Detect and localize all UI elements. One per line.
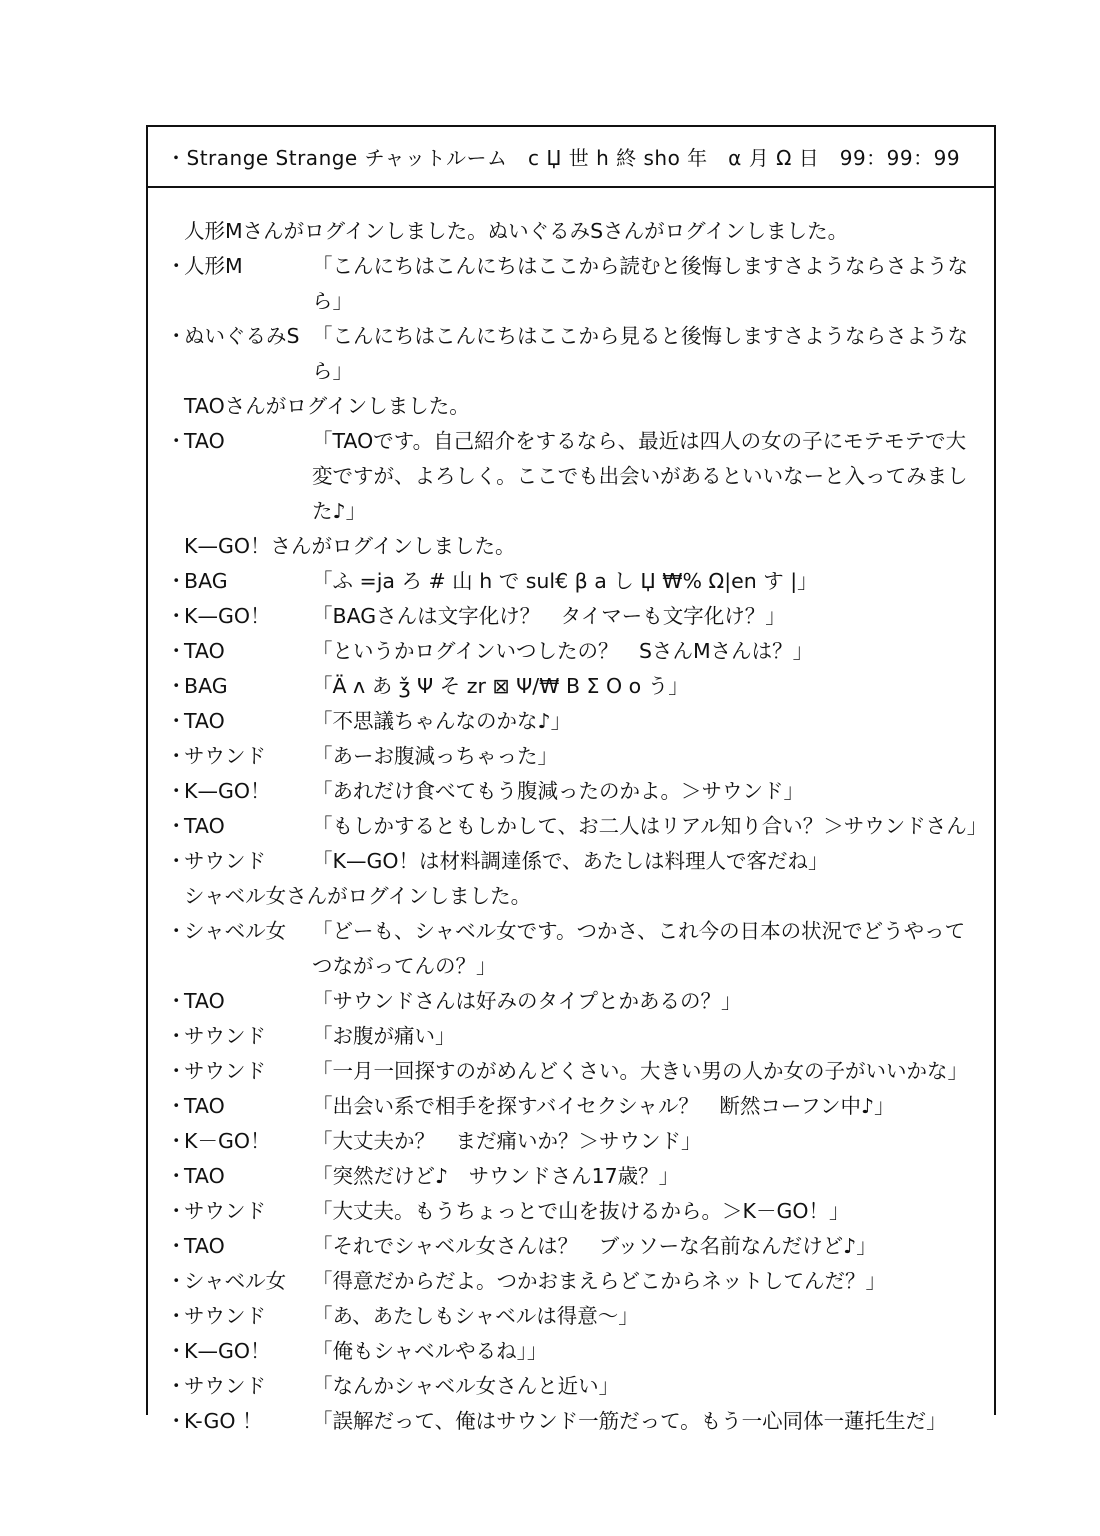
message-speaker: サウンド	[184, 744, 266, 768]
message-bullet: ・	[166, 1199, 187, 1223]
message-bullet: ・	[166, 604, 187, 628]
message-text: 「一月一回探すのがめんどくさい。大きい男の人か女の子がいいかな」	[312, 1059, 968, 1083]
message-text: 「TAOです。自己紹介をするなら、最近は四人の女の子にモテモテで大変ですが、よろしく。ここでも出会いがあるといいなーと入ってみました♪」	[312, 429, 968, 523]
message-speaker: サウンド	[184, 1374, 266, 1398]
system-message-text: シャベル女さんがログインしました。	[184, 884, 532, 908]
message-text: 「BAGさんは文字化け？ タイマーも文字化け？」	[312, 604, 786, 628]
chat-message	[166, 564, 982, 599]
message-bullet: ・	[166, 849, 187, 873]
message-speaker: サウンド	[184, 849, 266, 873]
message-bullet: ・	[166, 324, 187, 348]
header-bullet: ・	[166, 146, 187, 170]
message-text: 「突然だけど♪ サウンドさん17歳？」	[312, 1164, 680, 1188]
message-text: 「それでシャベル女さんは？ ブッソーな名前なんだけど♪」	[312, 1234, 877, 1258]
system-message	[166, 214, 982, 249]
message-text: 「あ、あたしもシャベルは得意～」	[312, 1304, 639, 1328]
message-text: 「というかログインいつしたの？ SさんMさんは？」	[312, 639, 814, 663]
message-text: 「俺もシャベルやるね」」	[312, 1339, 548, 1363]
chat-message	[166, 669, 982, 704]
message-speaker: TAO	[184, 1234, 225, 1258]
message-speaker: TAO	[184, 639, 225, 663]
system-message	[166, 529, 982, 564]
message-speaker: ぬいぐるみS	[184, 324, 300, 348]
message-speaker: 人形M	[184, 254, 243, 278]
message-speaker: サウンド	[184, 1304, 266, 1328]
chat-message	[166, 319, 982, 389]
message-bullet: ・	[166, 744, 187, 768]
message-text: 「出会い系で相手を探すバイセクシャル？ 断然コーフン中♪」	[312, 1094, 895, 1118]
message-bullet: ・	[166, 639, 187, 663]
chat-room-header	[148, 127, 994, 188]
system-message-text: TAOさんがログインしました。	[184, 394, 470, 418]
message-text: 「不思議ちゃんなのかな♪」	[312, 709, 572, 733]
message-text: 「なんかシャベル女さんと近い」	[312, 1374, 620, 1398]
system-message-text: 人形Mさんがログインしました。ぬいぐるみSさんがログインしました。	[184, 219, 849, 243]
chat-message	[166, 1369, 982, 1404]
message-text: 「こんにちはこんにちはここから読むと後悔しますさようならさようなら」	[312, 254, 968, 313]
message-speaker: K—GO！	[184, 604, 271, 628]
chat-message	[166, 1159, 982, 1194]
chat-message	[166, 1054, 982, 1089]
chat-message	[166, 249, 982, 319]
message-text: 「あれだけ食べてもう腹減ったのかよ。＞サウンド」	[312, 779, 804, 803]
system-message	[166, 389, 982, 424]
message-bullet: ・	[166, 674, 187, 698]
message-bullet: ・	[166, 1024, 187, 1048]
chat-message	[166, 1194, 982, 1229]
message-bullet: ・	[166, 919, 187, 943]
message-bullet: ・	[166, 1129, 187, 1153]
chat-log-frame	[146, 125, 996, 1433]
chat-message	[166, 1089, 982, 1124]
chat-message	[166, 914, 982, 984]
chat-message	[166, 809, 988, 844]
message-text: 「ふ =ja ろ # 山 h で sul€ β a し Џ ₩% Ω|en す |」	[312, 569, 818, 593]
message-speaker: K－GO！	[184, 1129, 271, 1153]
message-text: 「大丈夫か？ まだ痛いか？＞サウンド」	[312, 1129, 702, 1153]
message-speaker: TAO	[184, 709, 225, 733]
chat-message	[166, 599, 982, 634]
chat-message	[166, 844, 982, 879]
message-bullet: ・	[166, 1269, 187, 1293]
message-speaker: K—GO！	[184, 779, 271, 803]
chat-message	[166, 1264, 982, 1299]
message-speaker: TAO	[184, 989, 225, 1013]
message-speaker: K—GO！	[184, 1339, 271, 1363]
message-bullet: ・	[166, 1094, 187, 1118]
message-bullet: ・	[166, 779, 187, 803]
chat-message	[166, 1299, 982, 1334]
chat-log	[166, 214, 988, 1439]
message-bullet: ・	[166, 1059, 187, 1083]
chat-message	[166, 739, 982, 774]
message-text: 「大丈夫。もうちょっとで山を抜けるから。＞K－GO！」	[312, 1199, 850, 1223]
message-bullet: ・	[166, 1304, 187, 1328]
message-text: 「Ä ʌ あ ǯ Ψ そ zr ⊠ Ψ/₩ B Σ O o う」	[312, 674, 689, 698]
message-speaker: BAG	[184, 569, 228, 593]
message-text: 「こんにちはこんにちはここから見ると後悔しますさようならさようなら」	[312, 324, 968, 383]
message-text: 「もしかするともしかして、お二人はリアル知り合い？＞サウンドさん」	[312, 814, 988, 838]
message-speaker: BAG	[184, 674, 228, 698]
chat-message	[166, 984, 982, 1019]
message-text: 「サウンドさんは好みのタイプとかあるの？」	[312, 989, 742, 1013]
message-text: 「誤解だって、俺はサウンド一筋だって。もう一心同体一蓮托生だ」	[312, 1409, 947, 1433]
message-text: 「あーお腹減っちゃった」	[312, 744, 558, 768]
chat-message	[166, 704, 982, 739]
message-bullet: ・	[166, 1164, 187, 1188]
message-bullet: ・	[166, 1339, 187, 1363]
chat-message	[166, 1404, 982, 1439]
chat-message	[166, 1124, 982, 1159]
message-speaker: TAO	[184, 1094, 225, 1118]
message-bullet: ・	[166, 989, 187, 1013]
message-bullet: ・	[166, 1374, 187, 1398]
message-speaker: TAO	[184, 1164, 225, 1188]
chat-message	[166, 1334, 982, 1369]
message-speaker: サウンド	[184, 1024, 266, 1048]
message-bullet: ・	[166, 254, 187, 278]
message-speaker: シャベル女	[184, 919, 287, 943]
message-bullet: ・	[166, 1234, 187, 1258]
chat-message	[166, 634, 982, 669]
message-speaker: TAO	[184, 814, 225, 838]
message-speaker: シャベル女	[184, 1269, 287, 1293]
message-bullet: ・	[166, 709, 187, 733]
system-message	[166, 879, 982, 914]
message-speaker: サウンド	[184, 1059, 266, 1083]
message-text: 「得意だからだよ。つかおまえらどこからネットしてんだ？」	[312, 1269, 886, 1293]
chat-message	[166, 1019, 982, 1054]
chat-message	[166, 1229, 982, 1264]
chat-message	[166, 774, 982, 809]
message-speaker: TAO	[184, 429, 225, 453]
chat-message	[166, 424, 982, 529]
message-bullet: ・	[166, 814, 187, 838]
message-text: 「どーも、シャベル女です。つかさ、これ今の日本の状況でどうやってつながってんの？」	[312, 919, 966, 978]
message-text: 「お腹が痛い」	[312, 1024, 456, 1048]
message-bullet: ・	[166, 1409, 187, 1433]
message-bullet: ・	[166, 429, 187, 453]
message-speaker: K-GO ！	[184, 1409, 263, 1433]
chat-room-title: Strange Strange チャットルーム c Џ 世 h 終 sho 年 α 月 Ω 日 99：99：99	[186, 146, 961, 170]
system-message-text: K—GO！さんがログインしました。	[184, 534, 516, 558]
message-bullet: ・	[166, 569, 187, 593]
message-speaker: サウンド	[184, 1199, 266, 1223]
message-text: 「K—GO！は材料調達係で、あたしは料理人で客だね」	[312, 849, 829, 873]
